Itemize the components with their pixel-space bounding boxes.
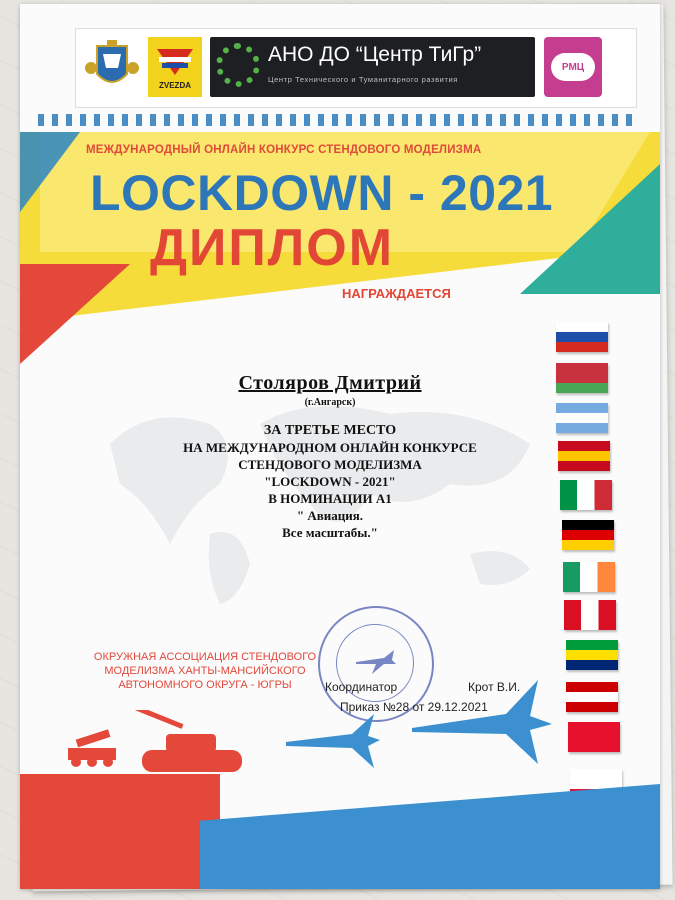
association-line-3: АВТОНОМНОГО ОКРУГА - ЮГРЫ (118, 679, 292, 691)
ornament-strip (38, 114, 638, 126)
organization-subtitle: Центр Технического и Туманитарного развития (268, 75, 458, 84)
tank-icon (132, 710, 252, 790)
zvezda-logo (148, 37, 202, 97)
fighter-jet-large-icon (406, 668, 556, 768)
coordinator-name: Крот В.И. (468, 680, 521, 694)
association-line-2: МОДЕЛИЗМА ХАНТЫ-МАНСИЙСКОГО (104, 665, 306, 677)
belarus-flag (556, 363, 608, 393)
award-line-4: В НОМИНАЦИИ А1 (268, 491, 392, 506)
rmc-logo (544, 37, 602, 97)
rocket-launcher-icon (64, 726, 124, 768)
award-line-6: Все масштабы." (282, 525, 378, 540)
coat-of-arms-logo (84, 37, 140, 97)
coordinator-label: Координатор (325, 680, 398, 694)
contest-title: LOCKDOWN - 2021 (90, 165, 554, 221)
association-line-1: ОКРУЖНАЯ АССОЦИАЦИЯ СТЕНДОВОГО (93, 651, 317, 663)
recipient-city: (г.Ангарск) (304, 397, 356, 408)
red-triangle (20, 264, 130, 364)
malaysia-flag (566, 682, 618, 712)
award-line-2: СТЕНДОВОГО МОДЕЛИЗМА (238, 457, 422, 472)
kyrgyzstan-flag (568, 722, 620, 752)
diploma-sheet (20, 4, 660, 889)
gear-icon (216, 43, 260, 87)
order-number: Приказ №28 от 29.12.2021 (340, 700, 488, 714)
russia-flag (556, 322, 608, 352)
brazil-flag (566, 640, 618, 670)
award-line-5: " Авиация. (296, 508, 364, 523)
germany-flag (562, 520, 614, 550)
italy-flag (560, 480, 612, 510)
rmc-label: РМЦ (551, 53, 595, 81)
award-line-1: НА МЕЖДУНАРОДНОМ ОНЛАЙН КОНКУРСЕ (183, 440, 477, 455)
recipient-name: Столяров Дмитрий (238, 372, 422, 394)
argentina-flag (556, 403, 608, 433)
stamp-aircraft-icon (354, 648, 398, 676)
fighter-jet-icon (282, 704, 382, 774)
diploma-body (135, 372, 525, 541)
association-name (85, 650, 325, 692)
awarded-word: НАГРАЖДАЕТСЯ (342, 286, 451, 301)
center-tigr-logo (210, 37, 535, 97)
contest-line: МЕЖДУНАРОДНЫЙ ОНЛАЙН КОНКУРС СТЕНДОВОГО МОДЕЛИЗМА (86, 144, 482, 156)
zvezda-label: ZVEZDA (159, 80, 191, 90)
bottom-red-block (20, 774, 220, 889)
logo-bar (75, 28, 637, 108)
peru-flag (564, 600, 616, 630)
diploma-word: ДИПЛОМ (150, 219, 395, 277)
award-place: ЗА ТРЕТЬЕ МЕСТО (263, 423, 397, 438)
award-line-3: "LOCKDOWN - 2021" (264, 474, 396, 489)
organization-title: АНО ДО “Центр ТиГр” (268, 43, 482, 66)
bottom-blue-block (200, 784, 660, 889)
spain-flag (558, 441, 610, 471)
ireland-flag (563, 562, 615, 592)
